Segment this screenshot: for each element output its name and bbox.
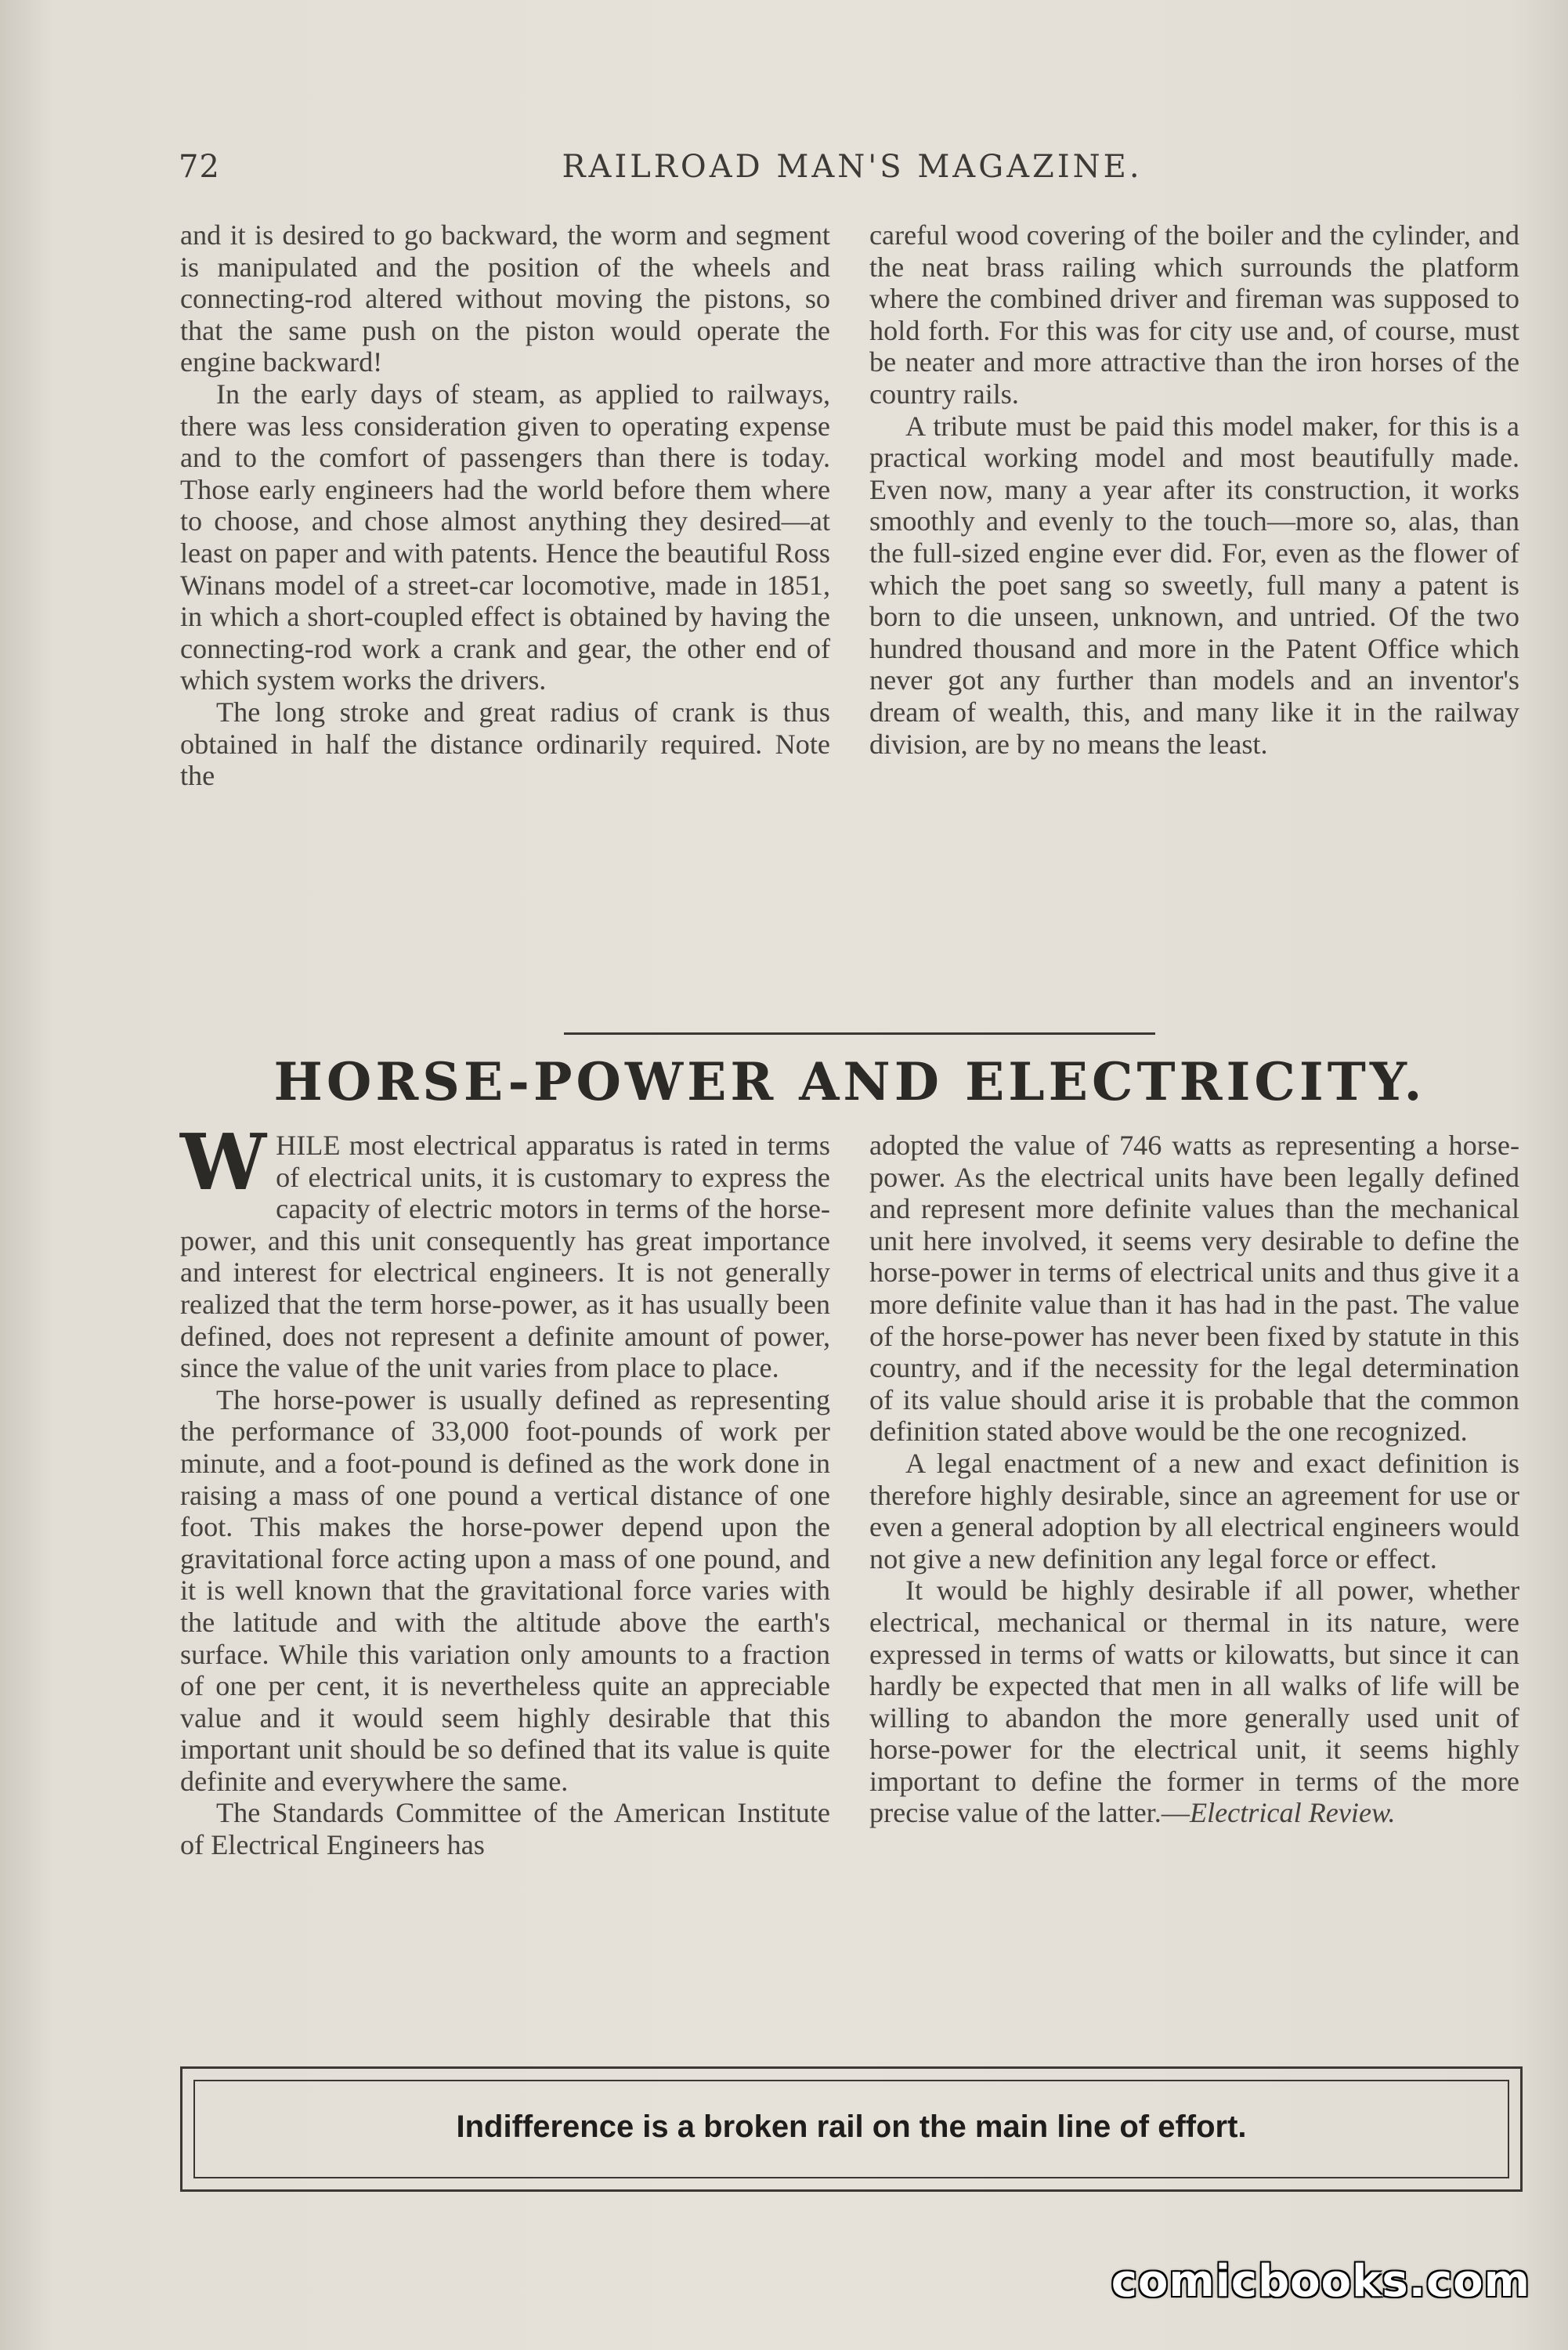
motto-text: Indifference is a broken rail on the main line of effort. [456, 2110, 1247, 2144]
paragraph [869, 1574, 1519, 1829]
paragraph-text: It would be highly desirable if all power, whether electrical, mechanical or thermal in its nature, were expressed in terms of watts or kilowatts, but since it can hardly be expected that men in all walks of life will be willing to abandon the more generally used unit of horse-power for the electrical unit, it seems highly important to define the former in terms of the more precise value of the latter.— [869, 1574, 1519, 1829]
motto-box [180, 2066, 1523, 2192]
drop-cap: W [180, 1118, 267, 1208]
paragraph: In the early days of steam, as applied to railways, there was less consideration given to operating expense and to the comfort of passengers than there is today. Those early engineers had the world before them where to choose, and chose almost anything they desired—at least on paper and with patents. Hence the beautiful Ross Winans model of a street-car locomotive, made in 1851, in which a short-coupled effect is obtained by having the connecting-rod work a crank and gear, the other end of which system works the drivers. [180, 378, 830, 696]
paragraph: and it is desired to go backward, the worm and segment is manipulated and the position of the wheels and connecting-rod altered without moving the pistons, so that the same push on the piston would operate the engine backward! [180, 219, 830, 378]
paragraph: The Standards Committee of the American Institute of Electrical Engineers has [180, 1797, 830, 1861]
article-headline: HORSE-POWER AND ELECTRICITY. [273, 1051, 1426, 1112]
section-divider [564, 1032, 1155, 1035]
paragraph: adopted the value of 746 watts as representing a horse-power. As the electrical units have been legally defined and represent more definite values than the mechanical unit here involved, it seems very desirable to define the horse-power in terms of electrical units and thus give it a more definite value than it has had in the past. The value of the horse-power has never been fixed by statute in this country, and if the necessity for the legal determination of its value should arise it is probable that the common definition stated above would be the one recognized. [869, 1130, 1519, 1448]
paragraph [180, 1118, 830, 1384]
article-column-1 [180, 1118, 830, 1861]
continued-article-column-1 [180, 219, 830, 792]
paragraph: careful wood covering of the boiler and the cylinder, and the neat brass railing which surrounds the platform where the combined driver and fireman was supposed to hold forth. For this was for city use and, of course, must be neater and more attractive than the iron horses of the country rails. [869, 219, 1519, 410]
paragraph: A tribute must be paid this model maker, for this is a practical working model and most beautifully made. Even now, many a year after its construction, it works smoothly and evenly to the touch—more so, alas, than the full-sized engine ever did. For, even as the flower of which the poet sang so sweetly, full many a patent is born to die unseen, unknown, and untried. Of the two hundred thousand and more in the Patent Office which never got any further than models and an inventor's dream of wealth, this, and many like it in the railway division, are by no means the least. [869, 410, 1519, 760]
paragraph-text: HILE most electrical apparatus is rated in terms of electrical units, it is customary to express the capacity of electric motors in terms of the horse-power, and this unit consequently has great importance and interest for electrical engineers. It is not generally realized that the term horse-power, as it has usually been defined, does not represent a definite amount of power, since the value of the unit varies from place to place. [180, 1130, 830, 1384]
paragraph: The horse-power is usually defined as representing the performance of 33,000 foot-pounds of work per minute, and a foot-pound is defined as the work done in raising a mass of one pound a vertical distance of one foot. This makes the horse-power depend upon the gravitational force acting upon a mass of one pound, and it is well known that the gravitational force varies with the latitude and with the altitude above the earth's surface. While this variation only amounts to a fraction of one per cent, it is nevertheless quite an appreciable value and it would seem highly desirable that this important unit should be so defined that its value is quite definite and everywhere the same. [180, 1383, 830, 1797]
source-citation: Electrical Review. [1189, 1797, 1396, 1829]
watermark: comicbooks.com [1111, 2256, 1530, 2307]
paragraph: The long stroke and great radius of crank is thus obtained in half the distance ordinarily required. Note the [180, 696, 830, 792]
article-column-2 [869, 1130, 1519, 1829]
paragraph: A legal enactment of a new and exact definition is therefore highly desirable, since an agreement for use or even a general adoption by all electrical engineers would not give a new definition any legal force or effect. [869, 1447, 1519, 1574]
running-head [179, 149, 1526, 196]
page-number: 72 [179, 149, 220, 185]
continued-article-column-2 [869, 219, 1519, 760]
motto-inner-border [193, 2080, 1509, 2178]
magazine-title: RAILROAD MAN'S MAGAZINE. [562, 149, 1143, 185]
